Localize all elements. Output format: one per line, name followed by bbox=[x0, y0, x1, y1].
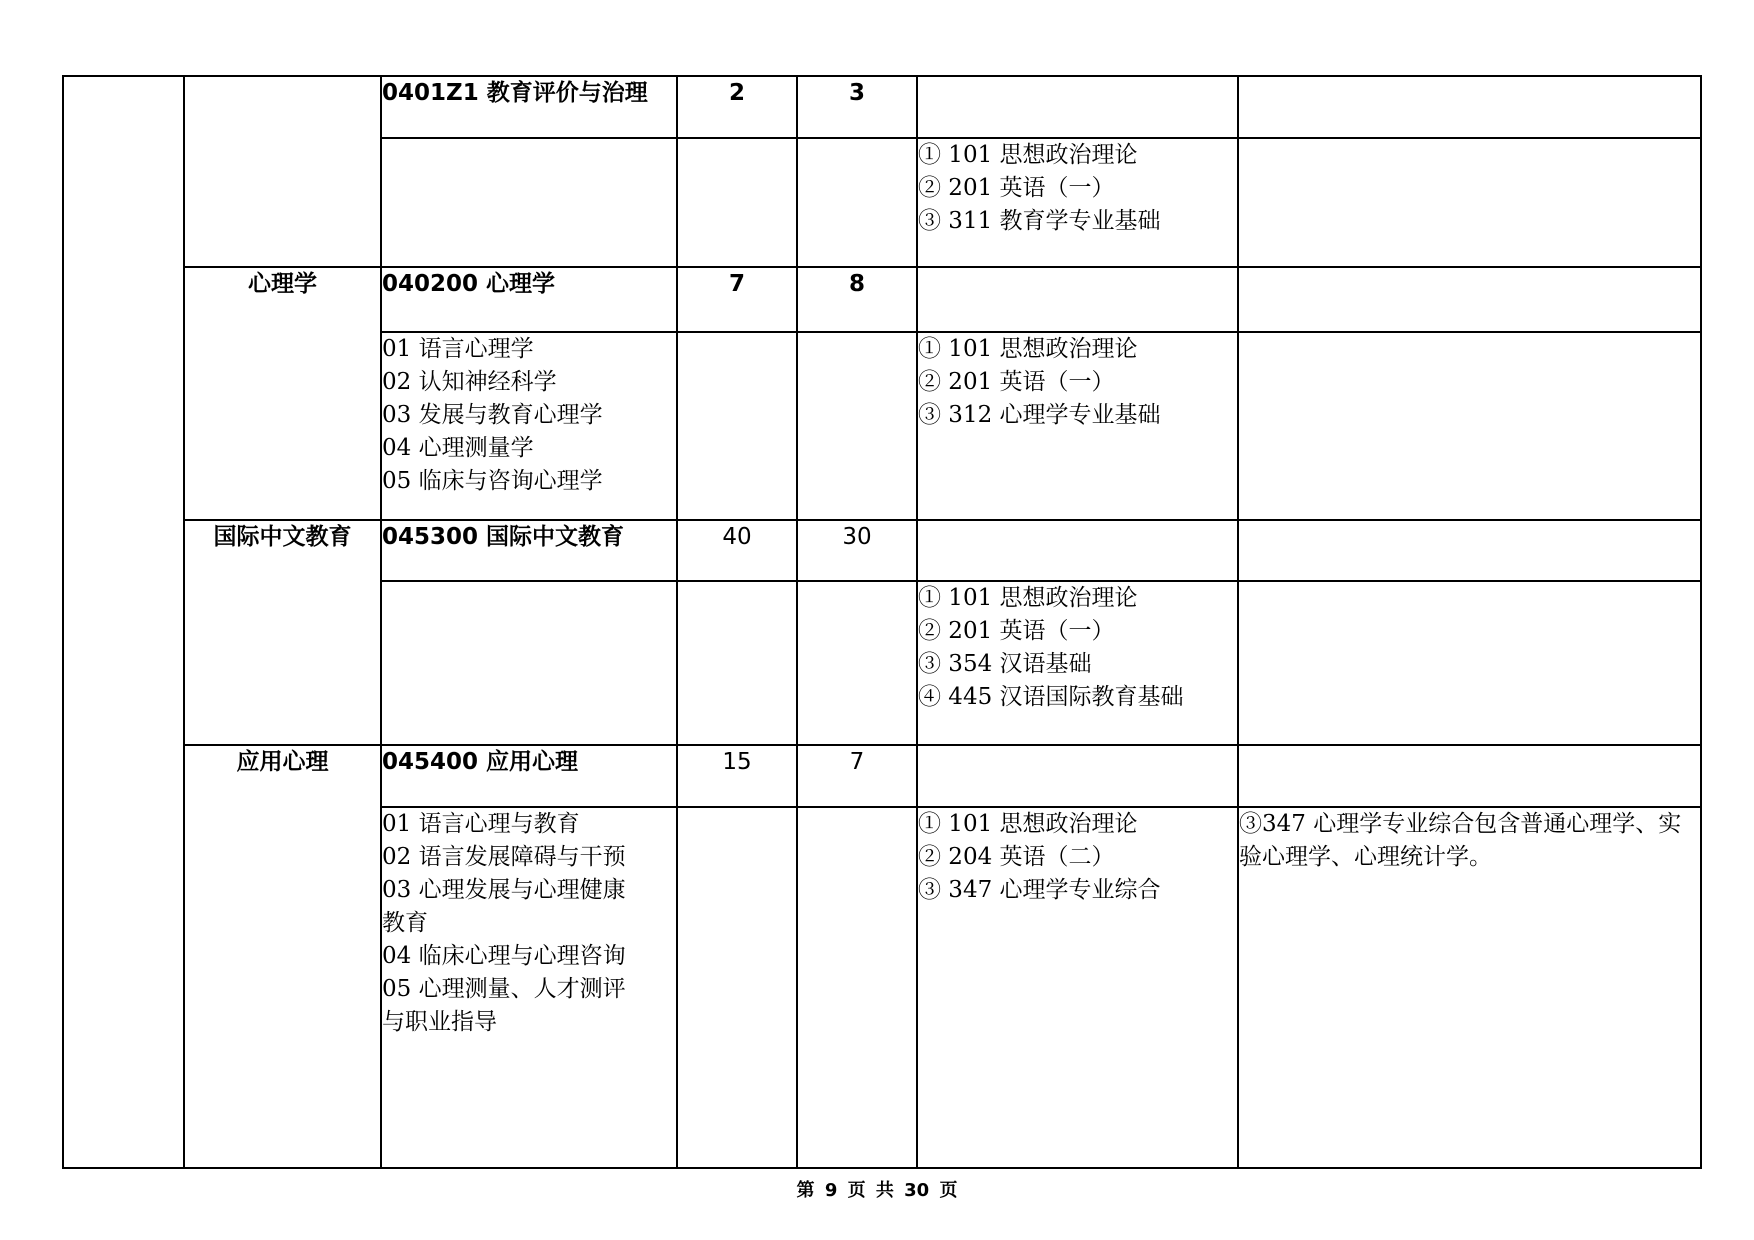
empty-cell bbox=[917, 745, 1238, 807]
empty-cell bbox=[1238, 520, 1701, 581]
research-direction: 03 心理发展与心理健康 bbox=[382, 877, 626, 903]
empty-cell bbox=[917, 267, 1238, 332]
plan-count-1: 2 bbox=[677, 76, 797, 138]
major-code-name: 045400 应用心理 bbox=[381, 745, 677, 807]
directions-cell bbox=[381, 332, 677, 520]
empty-cell bbox=[677, 138, 797, 267]
research-direction: 03 发展与教育心理学 bbox=[382, 402, 603, 428]
directions-cell bbox=[381, 138, 677, 267]
research-direction: 02 认知神经科学 bbox=[382, 369, 557, 395]
exam-subject: ① 101 思想政治理论 bbox=[918, 336, 1138, 362]
major-name-cell bbox=[184, 76, 381, 267]
empty-cell bbox=[1238, 267, 1701, 332]
exam-subject: ② 201 英语（一） bbox=[918, 618, 1115, 644]
major-code-name: 045300 国际中文教育 bbox=[381, 520, 677, 581]
plan-count-1: 40 bbox=[677, 520, 797, 581]
empty-cell bbox=[797, 138, 917, 267]
remarks-cell bbox=[1238, 807, 1701, 1168]
table-row bbox=[63, 267, 1701, 332]
table-row bbox=[63, 520, 1701, 581]
research-direction: 01 语言心理与教育 bbox=[382, 811, 580, 837]
exam-subject: ② 201 英语（一） bbox=[918, 369, 1115, 395]
notes-cell bbox=[1238, 138, 1701, 267]
major-code-name: 040200 心理学 bbox=[381, 267, 677, 332]
empty-cell bbox=[797, 581, 917, 745]
notes-cell bbox=[1238, 332, 1701, 520]
exam-subjects-cell bbox=[917, 807, 1238, 1168]
plan-count-2: 7 bbox=[797, 745, 917, 807]
major-name: 国际中文教育 bbox=[184, 520, 381, 745]
exam-subjects-cell bbox=[917, 138, 1238, 267]
empty-cell bbox=[1238, 745, 1701, 807]
page-number: 第 9 页 共 30 页 bbox=[796, 1180, 958, 1201]
exam-subject: ① 101 思想政治理论 bbox=[918, 142, 1138, 168]
empty-cell bbox=[797, 807, 917, 1168]
plan-count-1: 7 bbox=[677, 267, 797, 332]
college-cell bbox=[63, 76, 184, 1168]
major-code-name: 0401Z1 教育评价与治理 bbox=[381, 76, 677, 138]
directions-cell bbox=[381, 807, 677, 1168]
notes-header-cell bbox=[1238, 76, 1701, 138]
exam-subject: ③ 312 心理学专业基础 bbox=[918, 402, 1161, 428]
exam-subjects-cell bbox=[917, 332, 1238, 520]
empty-cell bbox=[677, 807, 797, 1168]
research-direction: 教育 bbox=[382, 910, 428, 936]
plan-count-1: 15 bbox=[677, 745, 797, 807]
notes-cell bbox=[1238, 581, 1701, 745]
plan-count-2: 8 bbox=[797, 267, 917, 332]
research-direction: 02 语言发展障碍与干预 bbox=[382, 844, 626, 870]
empty-cell bbox=[917, 520, 1238, 581]
remark-text: ③347 心理学专业综合包含普通心理学、实验心理学、心理统计学。 bbox=[1239, 811, 1682, 870]
exam-subject: ③ 354 汉语基础 bbox=[918, 651, 1092, 677]
exam-subject: ① 101 思想政治理论 bbox=[918, 811, 1138, 837]
exam-subject: ① 101 思想政治理论 bbox=[918, 585, 1138, 611]
exam-subject: ② 201 英语（一） bbox=[918, 175, 1115, 201]
empty-cell bbox=[677, 581, 797, 745]
enrollment-table bbox=[62, 75, 1702, 1169]
research-direction: 与职业指导 bbox=[382, 1009, 497, 1035]
exam-subject: ③ 347 心理学专业综合 bbox=[918, 877, 1161, 903]
exam-subjects-cell bbox=[917, 581, 1238, 745]
research-direction: 05 心理测量、人才测评 bbox=[382, 976, 626, 1002]
exam-subject: ② 204 英语（二） bbox=[918, 844, 1115, 870]
research-direction: 05 临床与咨询心理学 bbox=[382, 468, 603, 494]
major-name: 应用心理 bbox=[184, 745, 381, 1168]
major-name: 心理学 bbox=[184, 267, 381, 520]
exam-subject: ④ 445 汉语国际教育基础 bbox=[918, 684, 1184, 710]
directions-cell bbox=[381, 581, 677, 745]
research-direction: 01 语言心理学 bbox=[382, 336, 534, 362]
table-row bbox=[63, 76, 1701, 138]
plan-count-2: 30 bbox=[797, 520, 917, 581]
empty-cell bbox=[797, 332, 917, 520]
table-row bbox=[63, 745, 1701, 807]
subjects-header-cell bbox=[917, 76, 1238, 138]
empty-cell bbox=[677, 332, 797, 520]
exam-subject: ③ 311 教育学专业基础 bbox=[918, 208, 1161, 234]
research-direction: 04 临床心理与心理咨询 bbox=[382, 943, 626, 969]
plan-count-2: 3 bbox=[797, 76, 917, 138]
research-direction: 04 心理测量学 bbox=[382, 435, 534, 461]
